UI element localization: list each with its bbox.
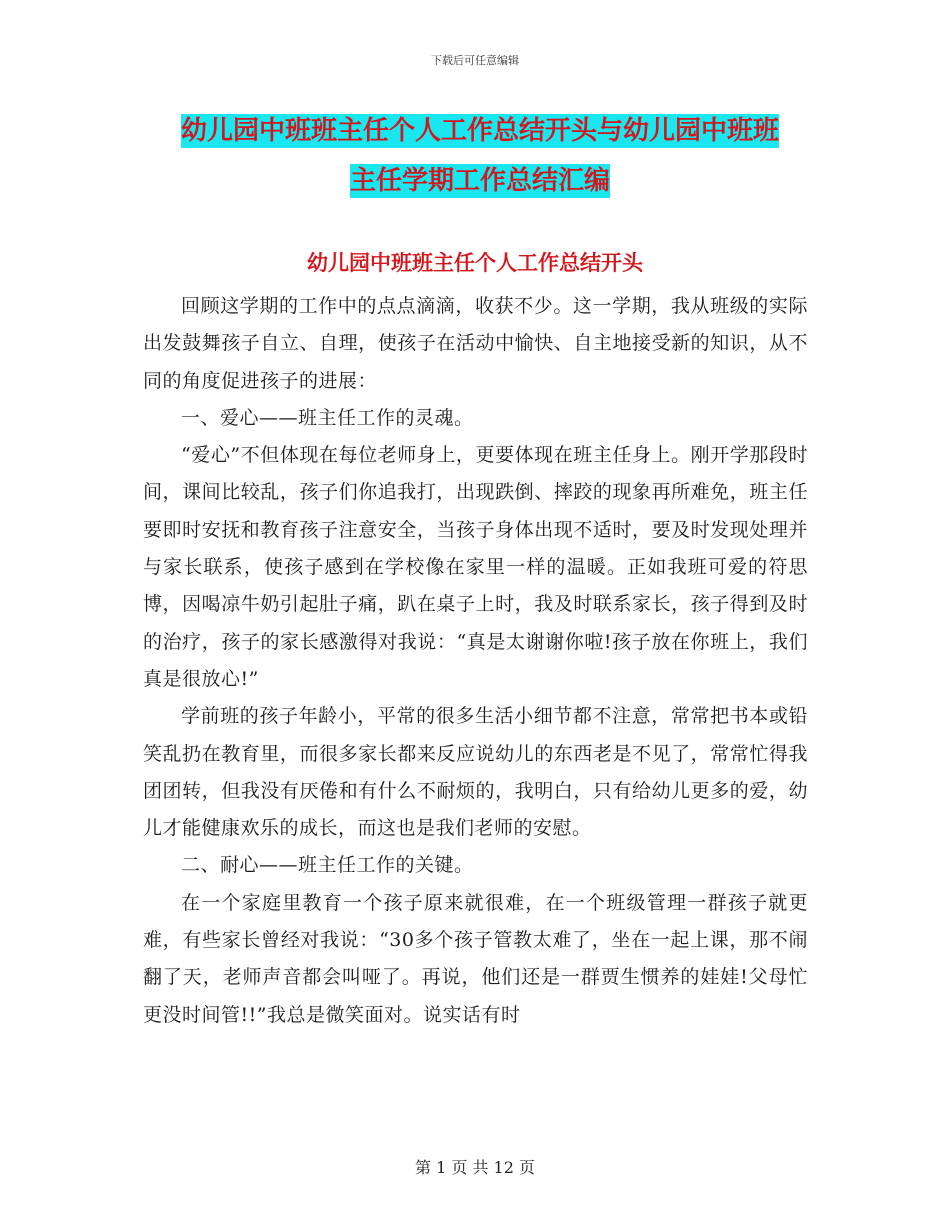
title-line-1: 幼儿园中班班主任个人工作总结开头与幼儿园中班班 bbox=[180, 116, 779, 146]
section-title: 幼儿园中班班主任个人工作总结开头 bbox=[307, 251, 643, 275]
paragraph: “爱心”不但体现在每位老师身上，更要体现在班主任身上。刚开学那段时间，课间比较乱，孩子们你追我打，出现跌倒、摔跤的现象再所难免，班主任要即时安抚和教育孩子注意安全，当孩子身体出现不适时，要及时发现处理并与家长联系，使孩子感到在学校像在家里一样的温暖。正如我班可爱的符思博，因喝凉牛奶引起肚子痛，趴在桌子上时，我及时联系家长，孩子得到及时的治疗，孩子的家长感激得对我说：“真是太谢谢你啦!孩子放在你班上，我们真是很放心!” bbox=[143, 444, 808, 690]
document-title bbox=[140, 106, 820, 206]
paragraph: 二、耐心——班主任工作的关键。 bbox=[181, 854, 474, 877]
paragraph: 学前班的孩子年龄小，平常的很多生活小细节都不注意，常常把书本或铅笑乱扔在教育里，而很多家长都来反应说幼儿的东西老是不见了，常常忙得我团团转，但我没有厌倦和有什么不耐烦的，我明白，只有给幼儿更多的爱，幼儿才能健康欢乐的成长，而这也是我们老师的安慰。 bbox=[143, 705, 808, 840]
header-note: 下载后可任意编辑 bbox=[431, 54, 519, 67]
paragraph: 回顾这学期的工作中的点点滴滴，收获不少。这一学期，我从班级的实际出发鼓舞孩子自立、自理，使孩子在活动中愉快、自主地接受新的知识，从不同的角度促进孩子的进展： bbox=[143, 295, 808, 392]
body-text bbox=[143, 288, 808, 1034]
title-line-2: 主任学期工作总结汇编 bbox=[349, 166, 610, 196]
paragraph: 在一个家庭里教育一个孩子原来就很难，在一个班级管理一群孩子就更难，有些家长曾经对我说：“30多个孩子管教太难了，坐在一起上课，那不闹翻了天，老师声音都会叫哑了。再说，他们还是一群贾生惯养的娃娃!父母忙更没时间管!!”我总是微笑面对。说实话有时 bbox=[143, 891, 808, 1026]
page-number: 第 1 页 共 12 页 bbox=[415, 1158, 535, 1177]
paragraph: 一、爱心——班主任工作的灵魂。 bbox=[181, 406, 474, 429]
